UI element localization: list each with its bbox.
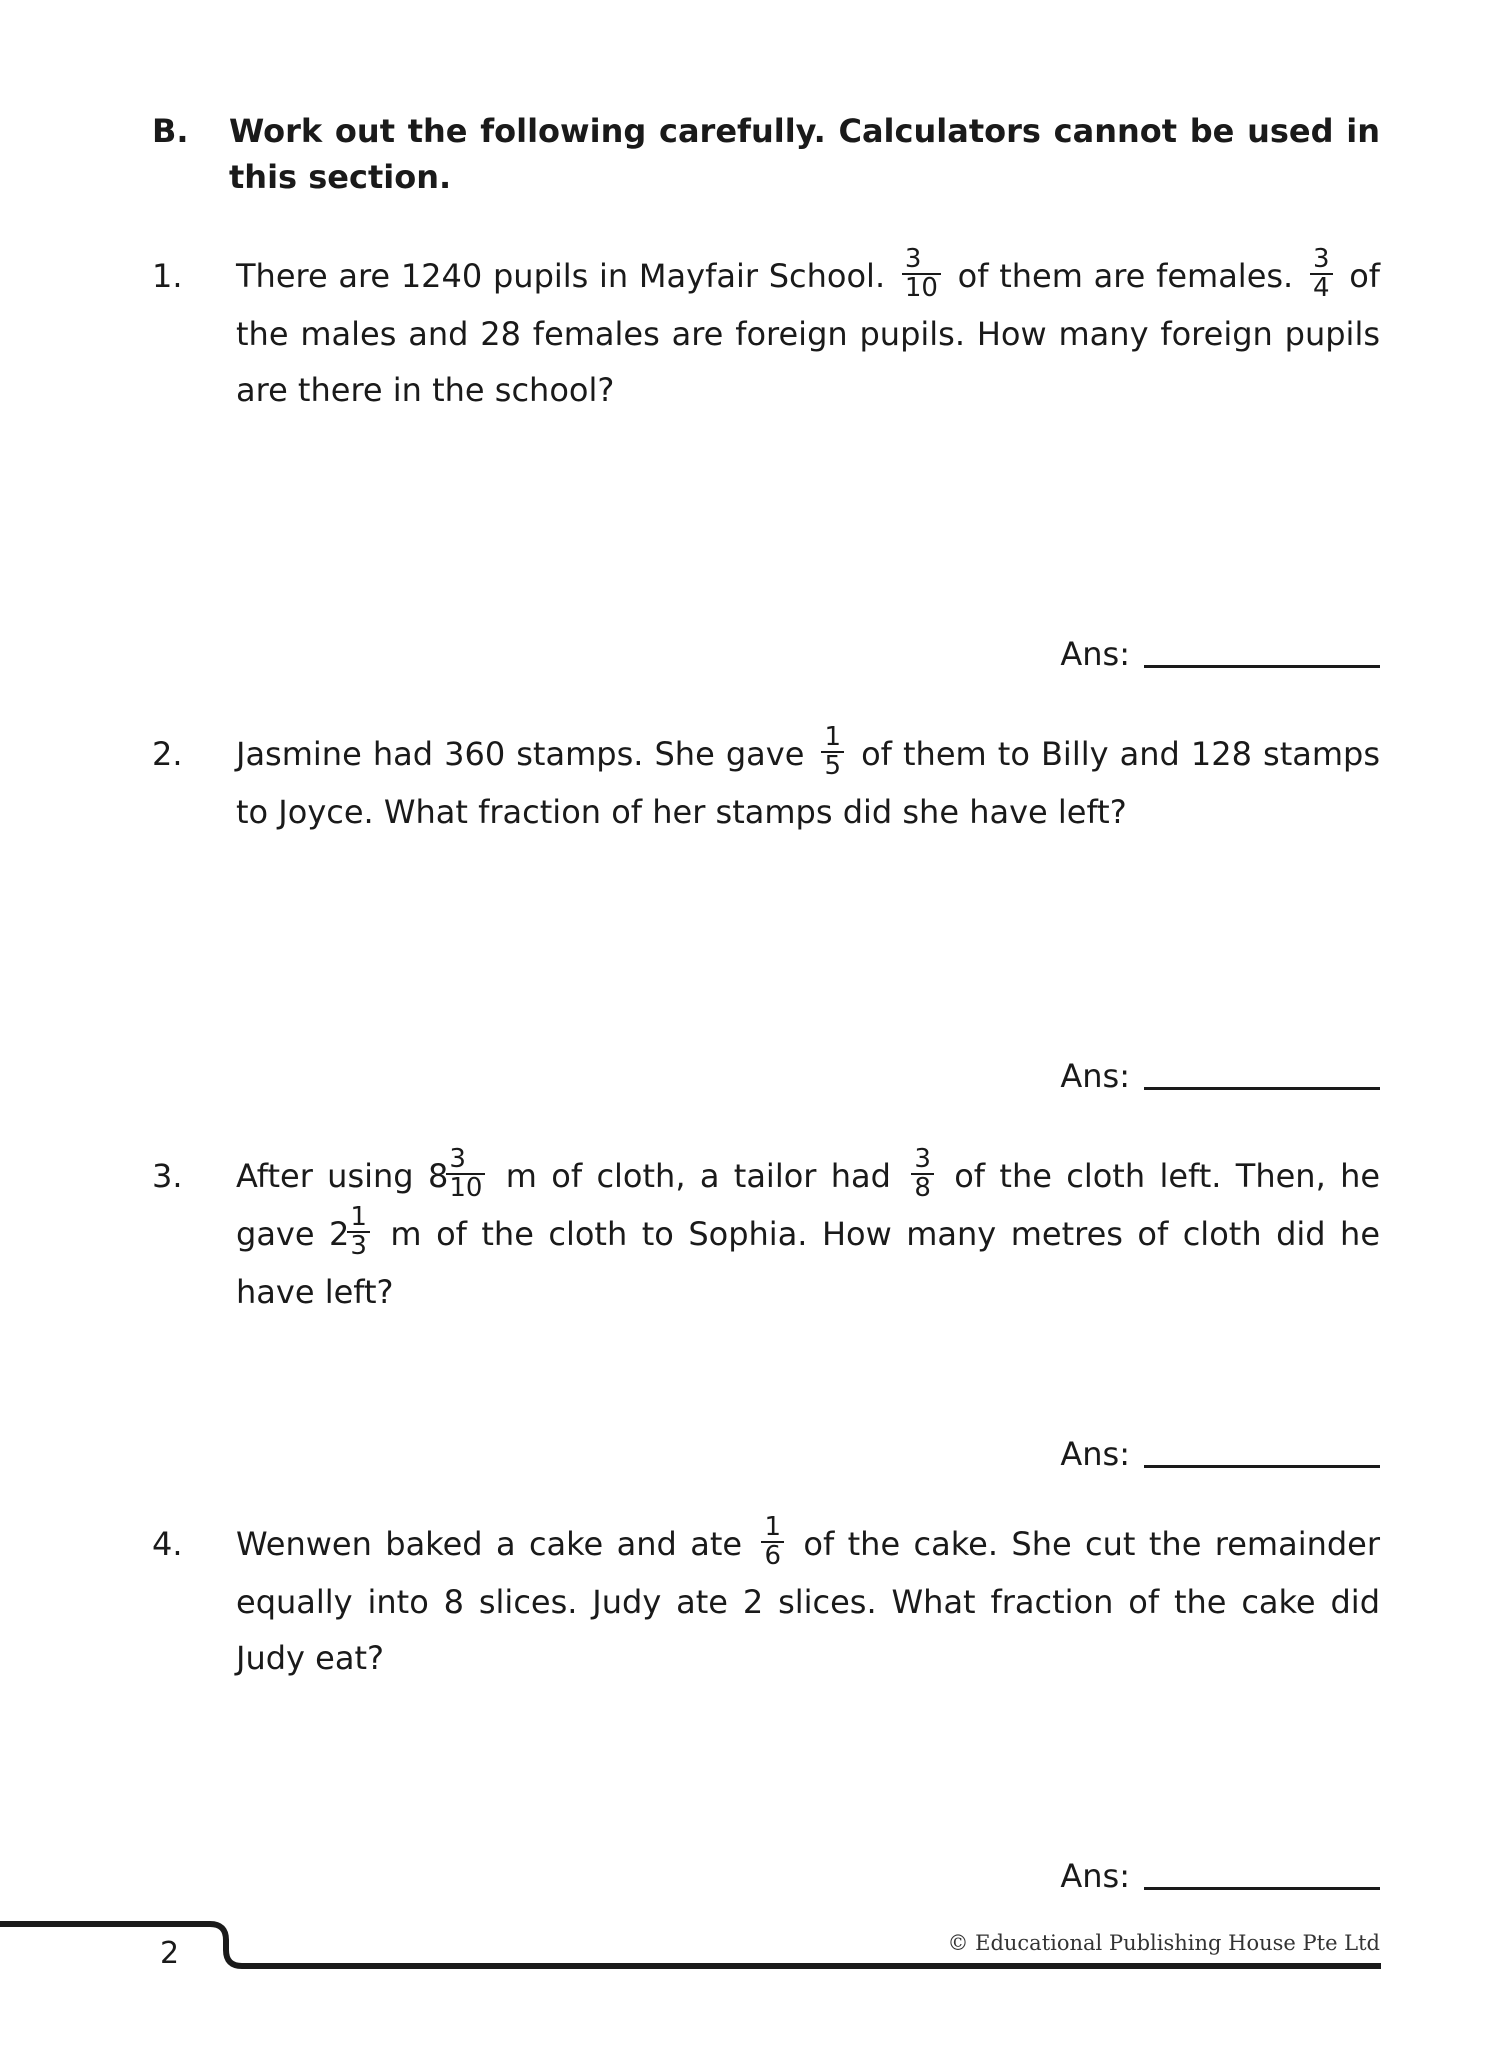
section-letter: B. bbox=[152, 112, 189, 150]
answer-label: Ans: bbox=[1060, 635, 1130, 673]
fraction-numerator: 1 bbox=[347, 1204, 370, 1233]
fraction-denominator: 8 bbox=[914, 1173, 931, 1203]
fraction-numerator: 3 bbox=[911, 1146, 934, 1175]
question-text-part: Jasmine had 360 stamps. She gave bbox=[236, 735, 805, 773]
fraction-denominator: 4 bbox=[1312, 273, 1330, 303]
fraction-numerator: 3 bbox=[446, 1146, 485, 1175]
fraction-denominator: 6 bbox=[764, 1541, 782, 1571]
mixed-number-whole: 8 bbox=[427, 1157, 449, 1195]
question-number: 2. bbox=[152, 735, 183, 773]
question-number: 3. bbox=[152, 1157, 183, 1195]
section-instruction: Work out the following carefully. Calculators cannot be used in this section. bbox=[229, 112, 1380, 196]
page-number: 2 bbox=[160, 1936, 180, 1971]
question-text-part: m of the cloth to Sophia. How many metres of cloth did he have left? bbox=[236, 1215, 1381, 1311]
fraction-numerator: 1 bbox=[761, 1514, 784, 1543]
fraction-numerator: 3 bbox=[1310, 246, 1333, 275]
answer-label: Ans: bbox=[1060, 1435, 1130, 1473]
question-text-part: of the cloth left. Then, he gave bbox=[236, 1157, 1381, 1253]
question-text-part: of the males and 28 females are foreign pupils. How many foreign pupils are there in the school? bbox=[236, 257, 1381, 409]
question-text-part: m of cloth, a tailor had bbox=[505, 1157, 891, 1195]
fraction-numerator: 1 bbox=[821, 724, 844, 753]
answer-label: Ans: bbox=[1060, 1857, 1130, 1895]
question-text-part: There are 1240 pupils in Mayfair School. bbox=[236, 257, 886, 295]
question-text-part: Wenwen baked a cake and ate bbox=[236, 1525, 743, 1563]
mixed-number-whole: 2 bbox=[329, 1215, 350, 1253]
fraction-denominator: 5 bbox=[824, 751, 842, 781]
question-text-part: After using bbox=[236, 1157, 414, 1195]
fraction-denominator: 10 bbox=[904, 273, 938, 303]
fraction-numerator: 3 bbox=[902, 246, 941, 275]
question-number: 4. bbox=[152, 1525, 183, 1563]
question-text-part: of the cake. She cut the remainder equally into 8 slices. Judy ate 2 slices. What fraction of the cake did Judy eat? bbox=[236, 1525, 1381, 1677]
fraction-denominator: 10 bbox=[449, 1173, 483, 1203]
question-number: 1. bbox=[152, 257, 183, 295]
copyright-notice: © Educational Publishing House Pte Ltd bbox=[947, 1931, 1380, 1955]
question-text-part: of them to Billy and 128 stamps to Joyce. What fraction of her stamps did she have left? bbox=[236, 735, 1381, 831]
answer-label: Ans: bbox=[1060, 1057, 1130, 1095]
fraction-denominator: 3 bbox=[350, 1231, 367, 1261]
question-text-part: of them are females. bbox=[957, 257, 1294, 295]
